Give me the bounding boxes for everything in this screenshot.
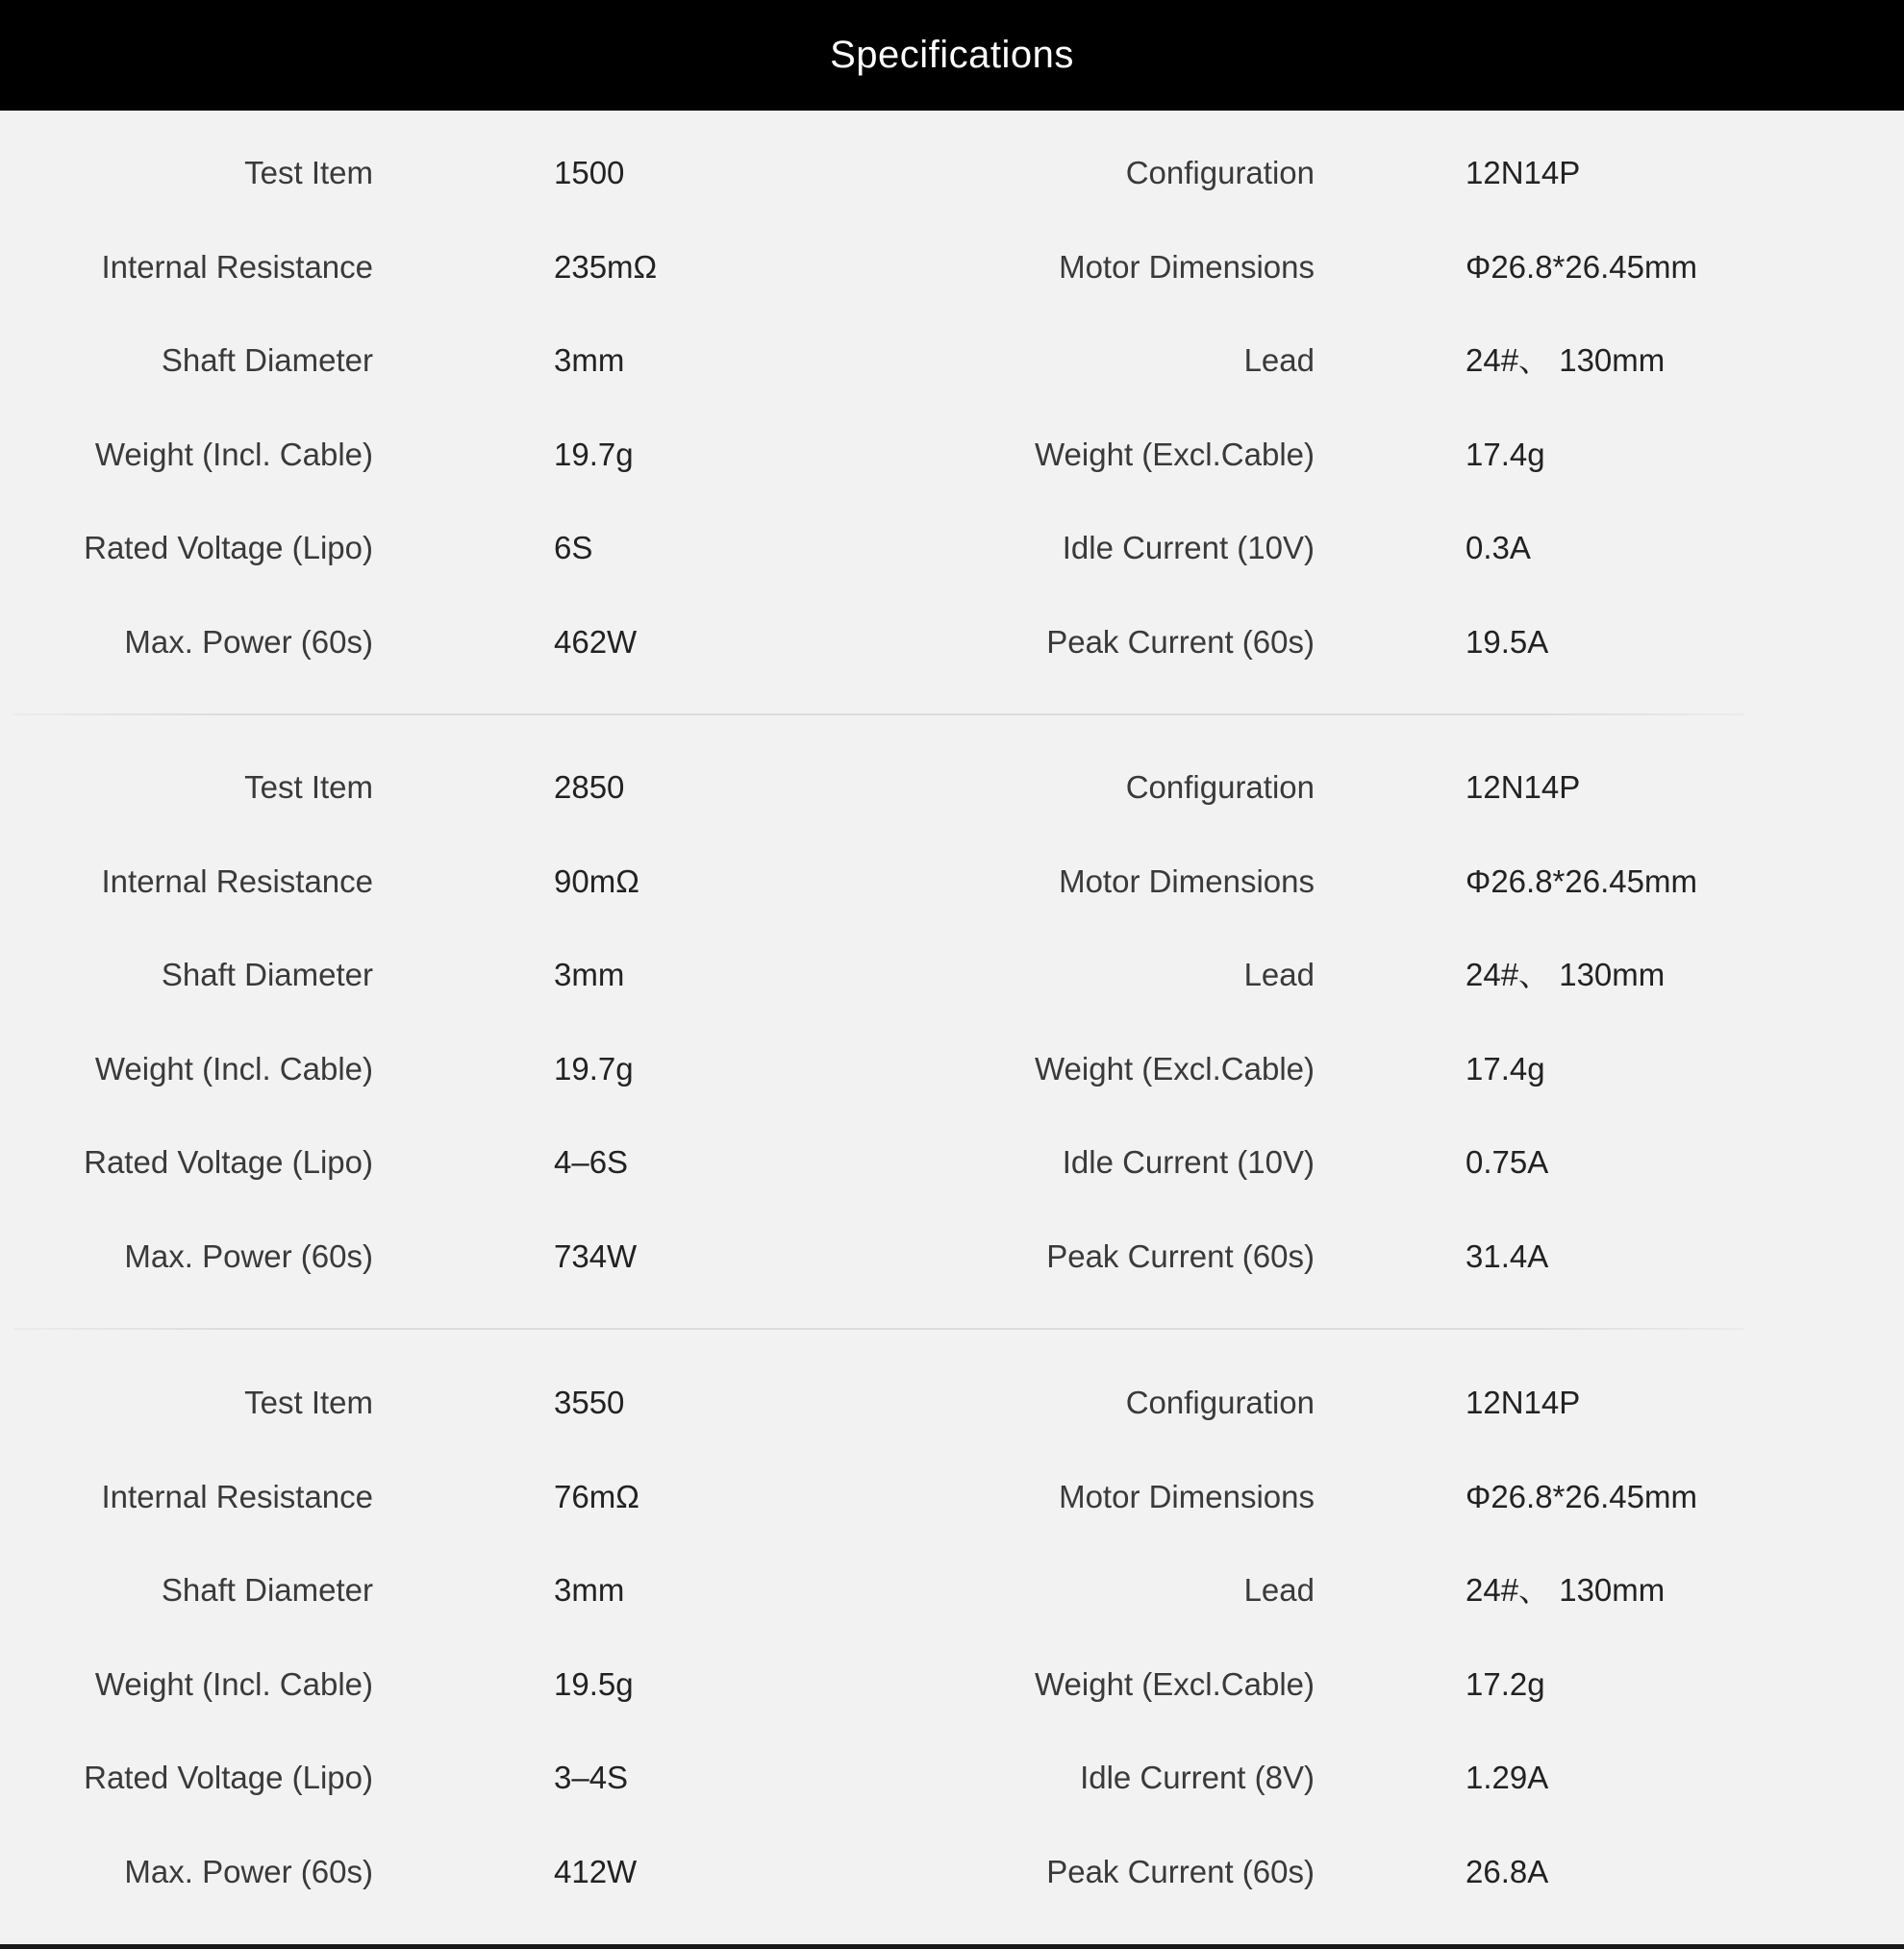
spec-row (0, 426, 1904, 484)
spec-row (0, 144, 1904, 202)
bottom-border (0, 1944, 1904, 1949)
spec-row (0, 1656, 1904, 1713)
spec-label-left: Rated Voltage (Lipo) (84, 1760, 373, 1795)
spec-row (0, 1374, 1904, 1432)
spec-label-right: Motor Dimensions (1059, 862, 1315, 899)
spec-value-right: 12N14P (1466, 155, 1581, 190)
spec-label-left: Shaft Diameter (161, 1572, 373, 1608)
spec-row (0, 332, 1904, 389)
spec-row (0, 853, 1904, 911)
spec-value-left: 1500 (554, 155, 625, 190)
spec-value-right: 19.5A (1466, 623, 1549, 660)
spec-value-left: 235mΩ (554, 248, 658, 285)
spec-row (0, 759, 1904, 816)
spec-value-right: 0.75A (1466, 1144, 1549, 1180)
section-divider (13, 713, 1744, 715)
spec-value-right: 0.3A (1466, 530, 1531, 565)
spec-row (0, 613, 1904, 671)
spec-label-right: Configuration (1125, 155, 1315, 190)
spec-label-right: Peak Current (60s) (1046, 623, 1315, 660)
spec-value-left: 3550 (554, 1385, 625, 1420)
spec-label-left: Weight (Incl. Cable) (94, 1665, 373, 1702)
spec-label-right: Weight (Excl.Cable) (1035, 1050, 1315, 1087)
spec-row (0, 1843, 1904, 1901)
spec-value-right: 24#、 130mm (1466, 342, 1666, 378)
spec-section-1 (0, 144, 1904, 660)
spec-value-left: 3mm (554, 1572, 625, 1608)
spec-value-left: 90mΩ (554, 862, 639, 899)
spec-label-left: Test Item (244, 155, 373, 190)
spec-label-left: Shaft Diameter (161, 342, 373, 378)
spec-value-left: 19.7g (554, 1050, 634, 1087)
spec-label-left: Rated Voltage (Lipo) (84, 1144, 373, 1180)
spec-label-right: Lead (1243, 1572, 1315, 1608)
spec-value-right: 12N14P (1466, 769, 1581, 805)
spec-label-right: Configuration (1125, 769, 1315, 805)
spec-value-right: 17.4g (1466, 1050, 1545, 1087)
spec-label-right: Idle Current (10V) (1062, 530, 1315, 565)
spec-label-right: Idle Current (10V) (1062, 1144, 1315, 1180)
spec-value-left: 4–6S (554, 1144, 629, 1180)
spec-label-right: Peak Current (60s) (1046, 1853, 1315, 1889)
spec-row (0, 946, 1904, 1004)
spec-label-left: Test Item (244, 769, 373, 805)
spec-value-right: 12N14P (1466, 1385, 1581, 1420)
spec-value-left: 76mΩ (554, 1478, 639, 1514)
spec-section-3 (0, 1374, 1904, 1889)
spec-value-right: Φ26.8*26.45mm (1466, 248, 1697, 285)
section-divider (13, 1328, 1744, 1330)
spec-value-left: 3mm (554, 957, 625, 992)
spec-label-right: Idle Current (8V) (1080, 1760, 1315, 1795)
spec-row (0, 238, 1904, 296)
spec-section-2 (0, 759, 1904, 1274)
spec-value-right: 24#、 130mm (1466, 1572, 1666, 1608)
spec-label-right: Weight (Excl.Cable) (1035, 1665, 1315, 1702)
spec-label-left: Max. Power (60s) (124, 623, 373, 660)
spec-value-left: 19.5g (554, 1665, 634, 1702)
spec-row (0, 1749, 1904, 1807)
header-bar (0, 0, 1904, 111)
spec-label-left: Rated Voltage (Lipo) (84, 530, 373, 565)
page-title: Specifications (830, 34, 1074, 76)
spec-value-right: 24#、 130mm (1466, 957, 1666, 992)
spec-label-left: Weight (Incl. Cable) (94, 436, 373, 472)
spec-row (0, 519, 1904, 577)
spec-value-left: 3mm (554, 342, 625, 378)
spec-value-right: Φ26.8*26.45mm (1466, 1478, 1697, 1514)
spec-label-left: Internal Resistance (101, 862, 373, 899)
spec-value-right: Φ26.8*26.45mm (1466, 862, 1697, 899)
spec-row (0, 1562, 1904, 1619)
spec-value-left: 6S (554, 530, 593, 565)
spec-value-right: 31.4A (1466, 1237, 1549, 1274)
spec-label-right: Weight (Excl.Cable) (1035, 436, 1315, 472)
spec-label-left: Internal Resistance (101, 248, 373, 285)
spec-row (0, 1468, 1904, 1526)
spec-label-left: Internal Resistance (101, 1478, 373, 1514)
spec-row (0, 1040, 1904, 1098)
spec-label-right: Configuration (1125, 1385, 1315, 1420)
spec-value-right: 26.8A (1466, 1853, 1549, 1889)
spec-value-left: 734W (554, 1237, 638, 1274)
spec-label-left: Max. Power (60s) (124, 1237, 373, 1274)
spec-label-left: Weight (Incl. Cable) (94, 1050, 373, 1087)
spec-label-left: Max. Power (60s) (124, 1853, 373, 1889)
spec-label-right: Motor Dimensions (1059, 248, 1315, 285)
spec-value-right: 1.29A (1466, 1760, 1549, 1795)
spec-label-right: Lead (1243, 342, 1315, 378)
spec-value-right: 17.2g (1466, 1665, 1545, 1702)
spec-value-right: 17.4g (1466, 436, 1545, 472)
spec-label-left: Shaft Diameter (161, 957, 373, 992)
spec-value-left: 19.7g (554, 436, 634, 472)
spec-value-left: 3–4S (554, 1760, 629, 1795)
spec-value-left: 2850 (554, 769, 625, 805)
spec-value-left: 462W (554, 623, 638, 660)
spec-label-right: Lead (1243, 957, 1315, 992)
spec-row (0, 1134, 1904, 1191)
spec-label-right: Peak Current (60s) (1046, 1237, 1315, 1274)
spec-label-left: Test Item (244, 1385, 373, 1420)
spec-row (0, 1228, 1904, 1286)
spec-label-right: Motor Dimensions (1059, 1478, 1315, 1514)
spec-value-left: 412W (554, 1853, 638, 1889)
